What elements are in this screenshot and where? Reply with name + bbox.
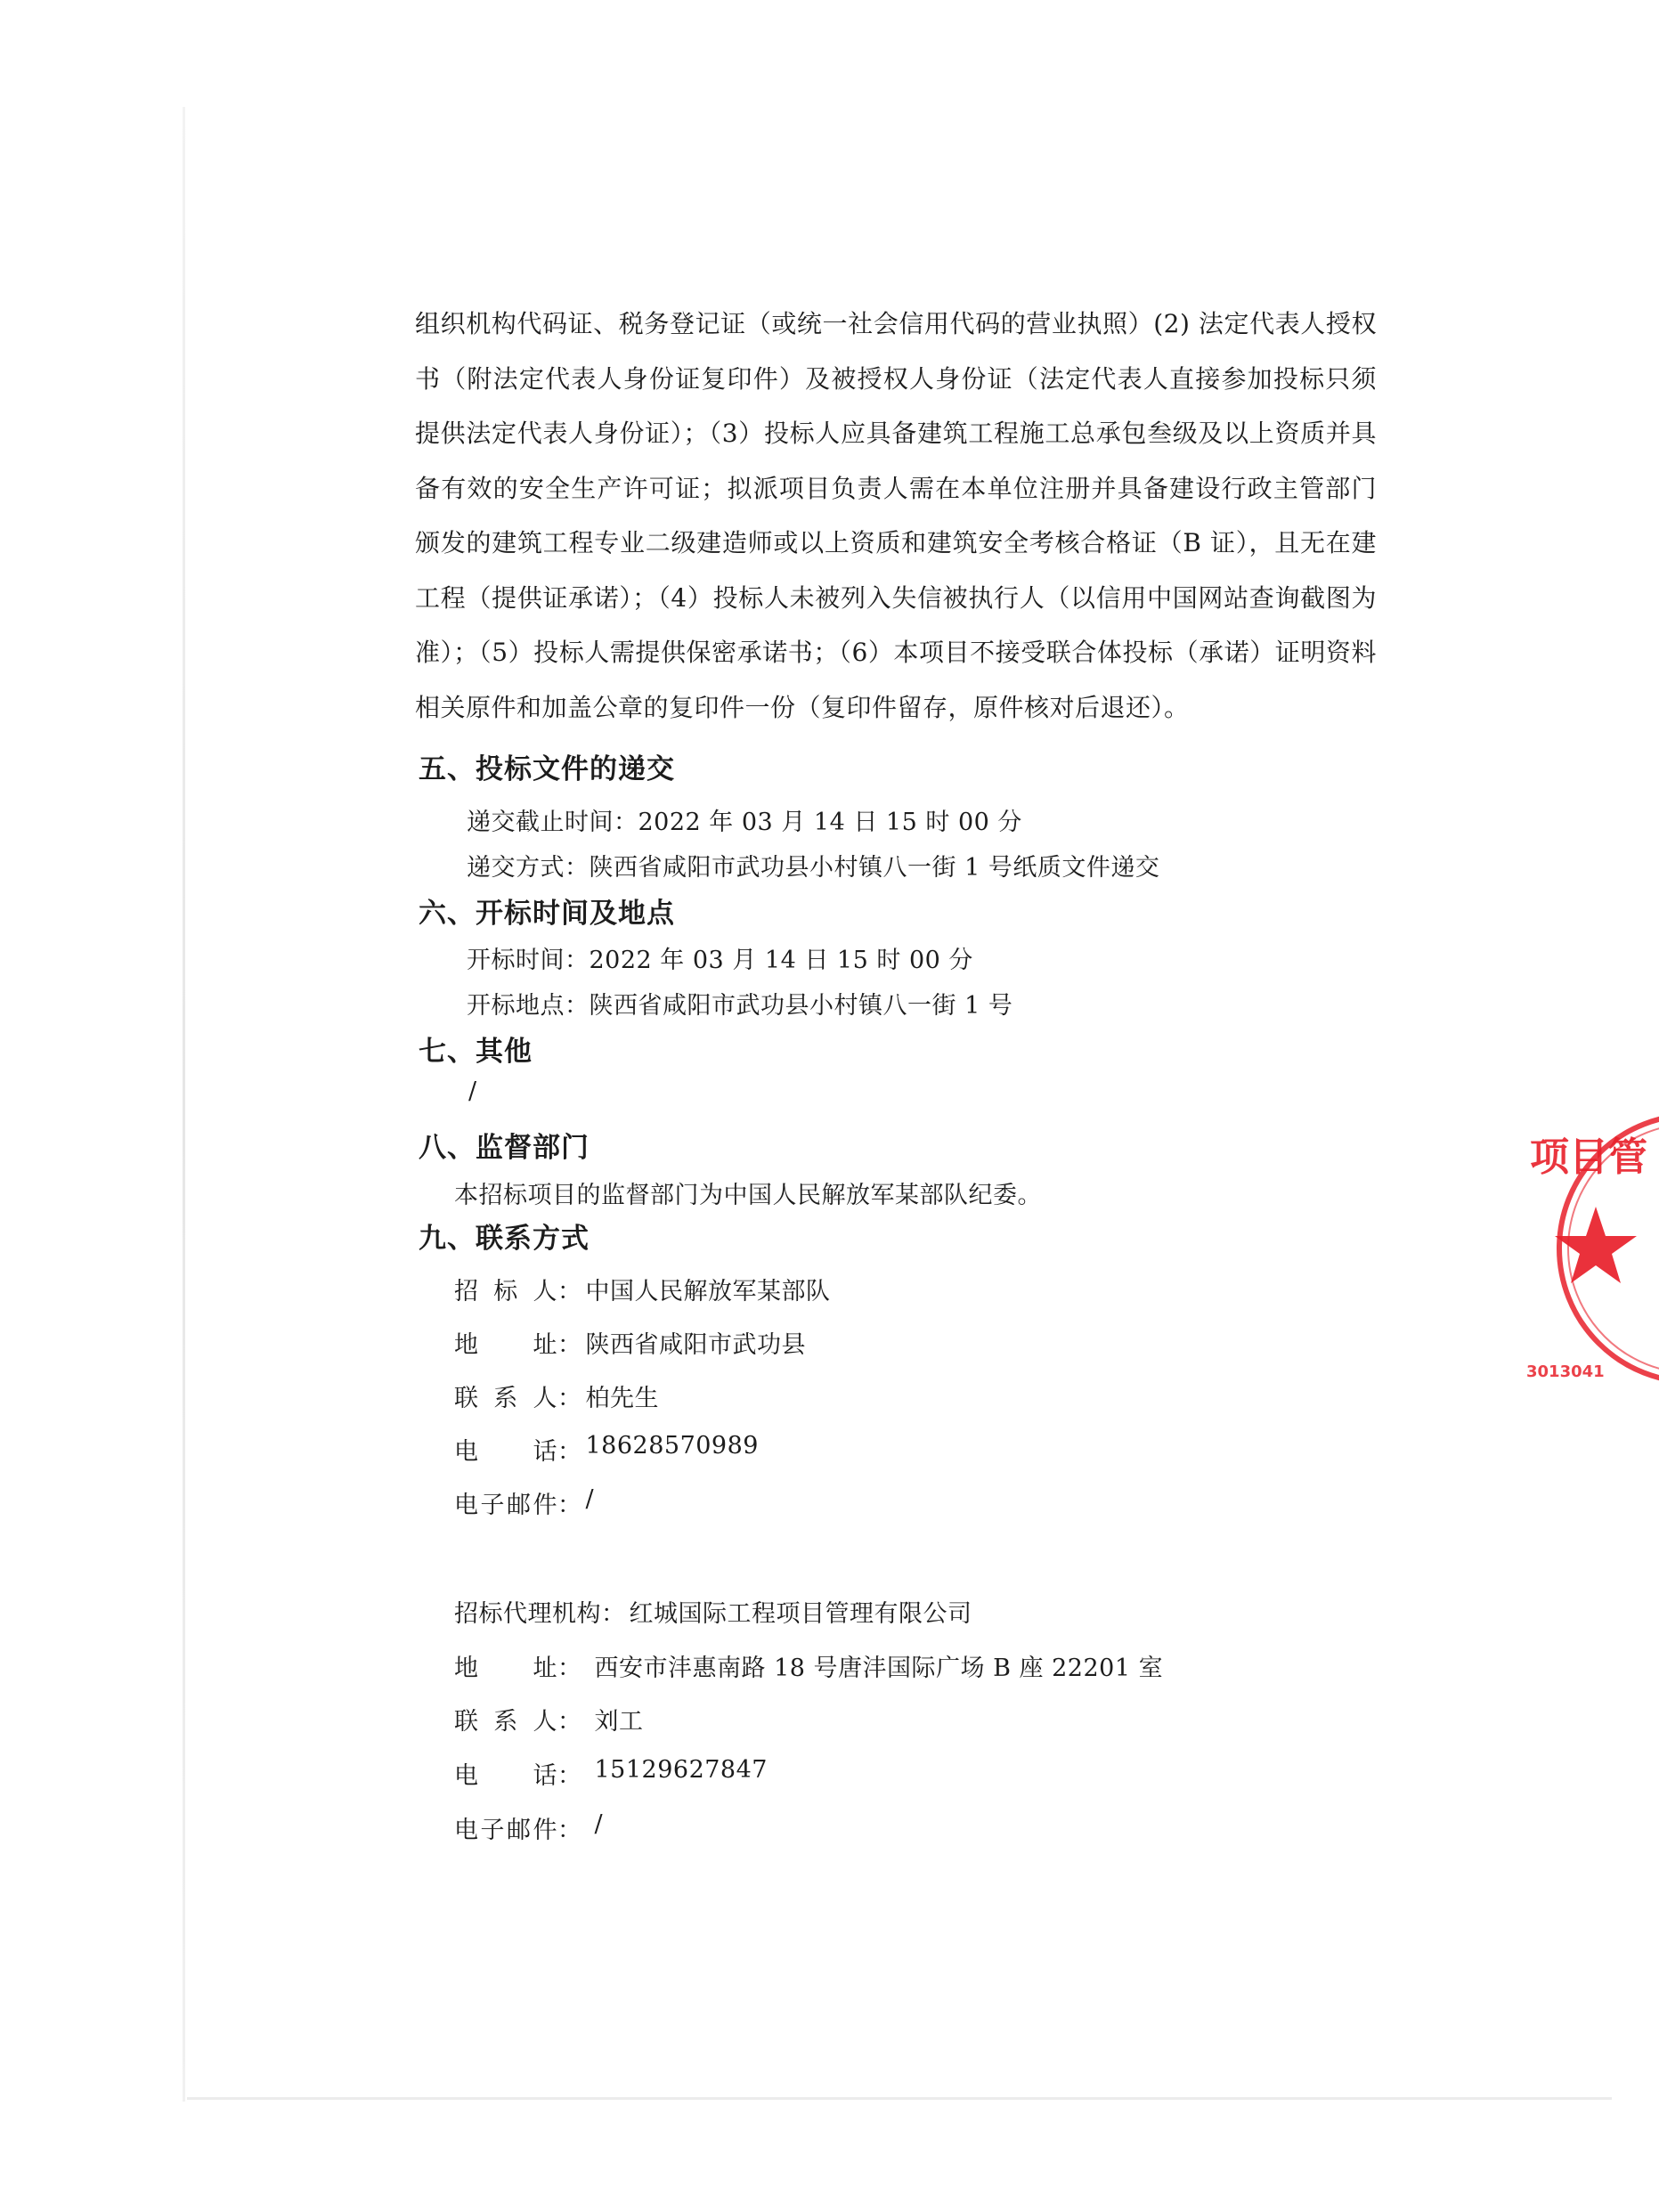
tenderer-contact-label: 联 系 人 xyxy=(454,1385,557,1412)
seal-number: 3013041 xyxy=(1526,1362,1605,1381)
supervision-content: 本招标项目的监督部门为中国人民解放军某部队纪委。 xyxy=(454,1182,1042,1209)
tenderer-contact-row: 联 系 人 ： 柏先生 xyxy=(454,1378,659,1413)
agency-email: / xyxy=(594,1810,604,1838)
seal-text: 项目管 xyxy=(1530,1134,1647,1180)
tenderer-phone: 18628570989 xyxy=(585,1432,759,1460)
agency-contact: 刘工 xyxy=(594,1708,644,1736)
tenderer-phone-row: 电 话 ： 18628570989 xyxy=(454,1432,759,1466)
tenderer-contact: 柏先生 xyxy=(585,1385,659,1412)
agency-contact-label: 联 系 人 xyxy=(454,1708,557,1736)
agency-name-label: 招标代理机构 xyxy=(454,1600,601,1628)
section-5-title: 五、投标文件的递交 xyxy=(419,753,675,785)
tenderer-address-row: 地 址 ： 陕西省咸阳市武功县 xyxy=(454,1325,806,1360)
tenderer-email-label: 电子邮件 xyxy=(454,1492,557,1519)
agency-address: 西安市沣惠南路 18 号唐沣国际广场 B 座 22201 室 xyxy=(594,1655,1164,1682)
other-content: / xyxy=(468,1078,477,1105)
agency-address-label: 地 址 xyxy=(454,1655,557,1682)
tenderer-address-label: 地 址 xyxy=(454,1331,557,1359)
submission-deadline: 递交截止时间：2022 年 03 月 14 日 15 时 00 分 xyxy=(467,809,1022,836)
submission-method: 递交方式：陕西省咸阳市武功县小村镇八一街 1 号纸质文件递交 xyxy=(467,854,1160,882)
seal-star xyxy=(1555,1207,1637,1283)
agency-name-row: 招标代理机构 ： 红城国际工程项目管理有限公司 xyxy=(454,1594,972,1629)
section-6-title: 六、开标时间及地点 xyxy=(419,898,675,930)
tenderer-email-row: 电子邮件 ： / xyxy=(454,1485,595,1519)
qualification-paragraph: 组织机构代码证、税务登记证（或统一社会信用代码的营业执照）(2) 法定代表人授权书（附法定代表人身份证复印件）及被授权人身份证（法定代表人直接参加投标只须提供法定代表人身份证）；（3）投标人应具备建筑工程施工总承包叁级及以上资质并具备有效的安全生产许可证；拟派项目负责人需在本单位注册并具备建设行政主管部门颁发的建筑工程专业二级建造师或以上资质和建筑安全考核合格证（B 证），且无在建工程（提供证承诺）；（4）投标人未被列入失信被执行人（以信用中国网站查询截图为准）；（5）投标人需提供保密承诺书；（6）本项目不接受联合体投标（承诺）证明资料相关原件和加盖公章的复印件一份（复印件留存，原件核对后退还）。 xyxy=(415,309,1377,722)
agency-phone-label: 电 话 xyxy=(454,1762,557,1790)
tenderer-name: 中国人民解放军某部队 xyxy=(585,1278,831,1305)
tenderer-name-label: 招 标 人 xyxy=(454,1278,557,1305)
tenderer-email: / xyxy=(585,1485,595,1513)
agency-name: 红城国际工程项目管理有限公司 xyxy=(629,1600,972,1628)
section-9-title: 九、联系方式 xyxy=(419,1223,590,1255)
opening-time: 开标时间：2022 年 03 月 14 日 15 时 00 分 xyxy=(467,947,973,974)
company-seal xyxy=(1510,1097,1659,1400)
agency-email-label: 电子邮件 xyxy=(454,1817,557,1844)
tenderer-phone-label: 电 话 xyxy=(454,1438,557,1466)
agency-phone-row: 电 话 ： 15129627847 xyxy=(454,1756,768,1790)
scan-edge xyxy=(183,107,185,2102)
agency-email-row: 电子邮件 ： / xyxy=(454,1810,604,1844)
seal-graphic xyxy=(1510,1097,1659,1400)
agency-contact-row: 联 系 人 ： 刘工 xyxy=(454,1702,644,1736)
tenderer-name-row: 招 标 人 ： 中国人民解放军某部队 xyxy=(454,1272,831,1306)
agency-phone: 15129627847 xyxy=(594,1756,768,1784)
section-7-title: 七、其他 xyxy=(419,1036,533,1068)
section-8-title: 八、监督部门 xyxy=(419,1132,590,1164)
scan-edge xyxy=(187,2097,1612,2100)
opening-place: 开标地点：陕西省咸阳市武功县小村镇八一街 1 号 xyxy=(467,992,1013,1020)
tenderer-address: 陕西省咸阳市武功县 xyxy=(585,1331,806,1359)
agency-address-row: 地 址 ： 西安市沣惠南路 18 号唐沣国际广场 B 座 22201 室 xyxy=(454,1648,1163,1683)
